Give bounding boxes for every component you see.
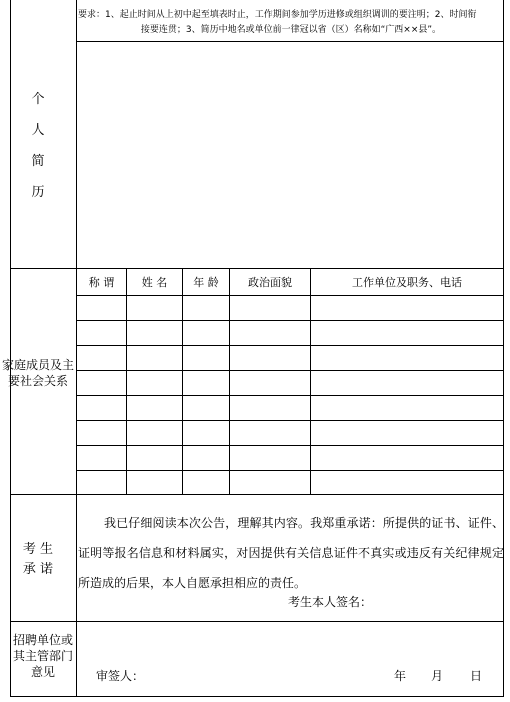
resume-label: 个 人 简 历 [31, 92, 45, 200]
family-row-line [76, 345, 504, 346]
promise-bottom-border [10, 621, 504, 622]
family-row-line [76, 295, 504, 296]
date-year-label: 年 [394, 669, 407, 683]
header-employer-contact: 工作单位及职务、电话 [352, 276, 462, 289]
family-col-line [310, 268, 311, 495]
promise-label: 考 生 承 诺 [22, 542, 54, 577]
family-col-line [126, 268, 127, 495]
header-political-status: 政治面貌 [248, 276, 292, 289]
label-column-divider [76, 0, 77, 697]
family-col-line [229, 268, 230, 495]
promise-text: 我已仔细阅读本次公告，理解其内容。我郑重承诺：所提供的证书、证件、证明等报名信息和材料属实，对因提供有关信息证件不真实或违反有关纪律规定所造成的后果，本人自愿承担相应的责任。 [78, 516, 504, 590]
header-age: 年 龄 [193, 276, 219, 289]
family-col-line [182, 268, 183, 495]
date-day-label: 日 [470, 669, 483, 683]
signer-label: 审签人： [96, 669, 145, 683]
family-row-line [76, 370, 504, 371]
header-name: 姓 名 [141, 276, 168, 289]
family-row-line [76, 445, 504, 446]
family-bottom-border [10, 494, 504, 495]
candidate-signature-label: 考生本人签名： [288, 595, 373, 609]
resume-requirement-note: 要求：1、起止时间从上初中起至填表时止，工作期间参加学历进修或组织调训的要注明；2、时间衔 接要连贯；3、简历中地名或单位前一律冠以省（区）名称如“广西××县”。 [78, 10, 477, 35]
header-relation: 称 谓 [88, 276, 115, 289]
table-bottom-border [10, 696, 504, 697]
family-row-line [76, 320, 504, 321]
family-label: 家庭成员及主要社会关系 [1, 358, 74, 388]
resume-content-area[interactable] [78, 44, 502, 266]
date-month-label: 月 [431, 669, 444, 683]
requirement-separator [76, 41, 504, 42]
family-row-line [76, 395, 504, 396]
resume-bottom-border [10, 268, 504, 269]
family-row-line [76, 420, 504, 421]
family-row-line [76, 470, 504, 471]
opinion-label: 招聘单位或其主管部门意见 [12, 633, 73, 679]
